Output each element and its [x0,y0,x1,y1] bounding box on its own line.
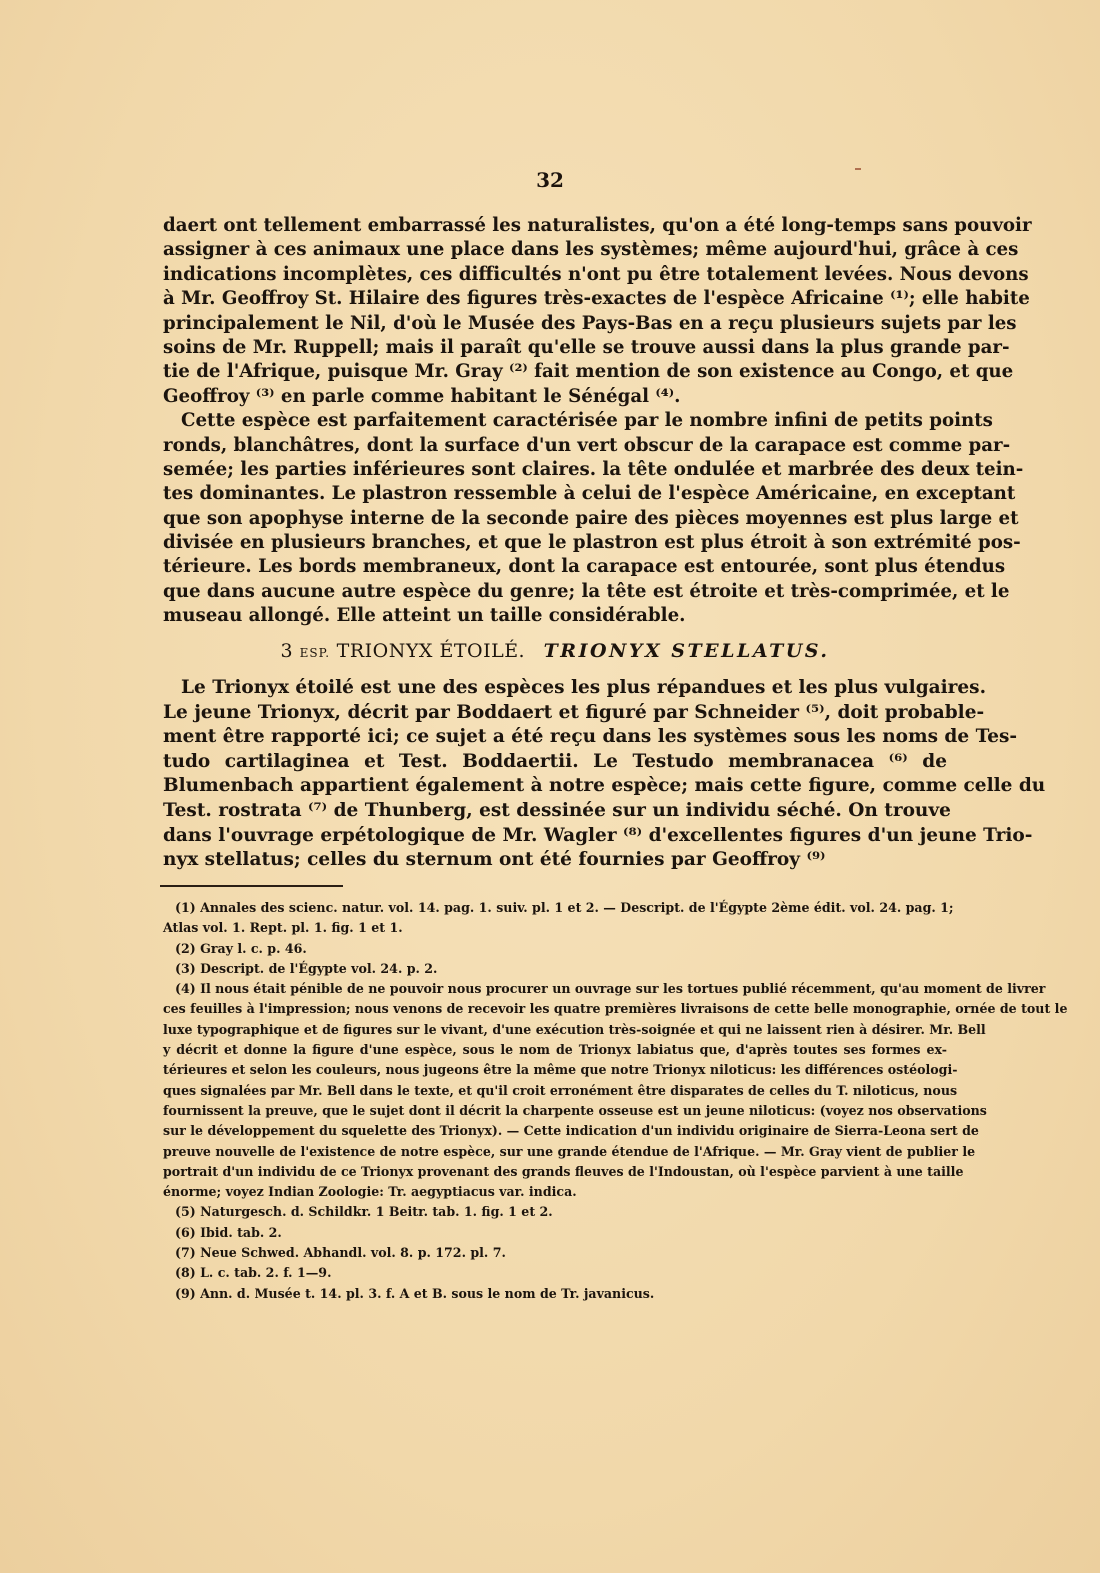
body-paragraphs [163,214,1032,629]
footnote [163,1223,947,1243]
footnote [163,979,1068,1202]
text-line: ment être rapporté ici; ce sujet a été reçu dans les systèmes sous les noms de Tes- [163,726,1018,748]
footnote [163,1243,947,1263]
footnote [163,959,947,979]
text-line: que dans aucune autre espèce du genre; la tête est étroite et très-comprimée, et le [163,580,1010,602]
footnote-line: térieures et selon les couleurs, nous jugeons être la même que notre Trionyx niloticus: les différences ostéologi- [163,1062,958,1078]
text-line: Le Trionyx étoilé est une des espèces les plus répandues et les plus vulgaires. [181,677,987,698]
footnote-line: ques signalées par Mr. Bell dans le texte, et qu'il croit erronément être disparates de celles du T. niloticus, nous [163,1082,958,1098]
text-line: tes dominantes. Le plastron ressemble à celui de l'espèce Américaine, en exceptant [163,483,1016,505]
footnote-line: fournissent la preuve, que le sujet dont il décrit la charpente osseuse est un jeune niloticus: (voyez nos observations [163,1102,987,1118]
text-line: Test. rostrata ⁽⁷⁾ de Thunberg, est dessinée sur un individu séché. On trouve [163,799,951,821]
paragraph-1 [163,214,1032,409]
text-line: principalement le Nil, d'où le Musée des Pays-Bas en a reçu plusieurs sujets par les [163,312,1017,334]
footnote [163,939,947,959]
text-line: assigner à ces animaux une place dans les systèmes; même aujourd'hui, grâce à ces [163,239,1019,261]
text-line: indications incomplètes, ces difficultés n'ont pu être totalement levées. Nous devons [163,263,1029,285]
footnote-line: y décrit et donne la figure d'une espèce, sous le nom de Trionyx labiatus que, d'après toutes ses formes ex- [163,1042,947,1058]
heading-name: TRIONYX ÉTOILÉ. [336,640,526,662]
paragraph-2 [163,409,1024,629]
footnote [163,1284,947,1304]
text-line: à Mr. Geoffroy St. Hilaire des figures très-exactes de l'espèce Africaine ⁽¹⁾; elle habite [163,288,1030,310]
footnote-line: ces feuilles à l'impression; nous venons de recevoir les quatre premières livraisons de cette belle monographie, ornée de tout le [163,1001,1068,1017]
footnotes [163,898,1068,1304]
text-line: térieure. Les bords membraneux, dont la carapace est entourée, sont plus étendus [163,556,1006,578]
footnote-line: (1) Annales des scienc. natur. vol. 14. pag. 1. suiv. pl. 1 et 2. — Descript. de l'Égypte 2ème édit. vol. 24. pag. 1; [175,900,954,915]
footnote-line: (4) Il nous était pénible de ne pouvoir nous procurer un ouvrage sur les tortues publié récemment, qu'au moment de livrer [175,981,1046,997]
heading-esp: ESP. [299,646,331,660]
footnote [163,1263,947,1283]
text-line: Blumenbach appartient également à notre espèce; mais cette figure, comme celle du [163,775,1046,797]
section-heading [163,638,947,666]
text-line: que son apophyse interne de la seconde paire des pièces moyennes est plus large et [163,507,1019,529]
body-paragraph-3 [163,676,1046,873]
footnote [163,898,954,939]
text-line: tudo cartilaginea et Test. Boddaertii. Le Testudo membranacea ⁽⁶⁾ de [163,750,947,772]
text-line: tie de l'Afrique, puisque Mr. Gray ⁽²⁾ fait mention de son existence au Congo, et que [163,361,1014,383]
text-line: ronds, blanchâtres, dont la surface d'un vert obscur de la carapace est comme par- [163,434,1011,456]
heading-number: 3 [280,640,294,662]
footnote-rule [160,885,343,887]
footnote-line: portrait d'un individu de ce Trionyx provenant des grands fleuves de l'Indoustan, où l'espèce parvient à une taille [163,1163,964,1179]
text-line: daert ont tellement embarrassé les naturalistes, qu'on a été long-temps sans pouvoir [163,215,1032,236]
text-line: Le jeune Trionyx, décrit par Boddaert et figuré par Schneider ⁽⁵⁾, doit probable- [163,701,985,723]
footnote-line: (2) Gray l. c. p. 46. [175,940,307,956]
page-number: 32 [536,168,564,192]
text-line: soins de Mr. Ruppell; mais il paraît qu'elle se trouve aussi dans la plus grande par- [163,336,1010,358]
footnote-line: Atlas vol. 1. Rept. pl. 1. fig. 1 et 1. [163,920,403,936]
footnote-line: luxe typographique et de figures sur le vivant, d'une exécution très-soignée et qui ne laissent rien à désirer. Mr. Bell [163,1021,986,1037]
footnote-line: (7) Neue Schwed. Abhandl. vol. 8. p. 172. pl. 7. [175,1245,506,1261]
footnote-line: preuve nouvelle de l'existence de notre espèce, sur une grande étendue de l'Afrique. — Mr. Gray vient de publier le [163,1143,976,1159]
footnote-line: sur le développement du squelette des Trionyx). — Cette indication d'un individu originaire de Sierra-Leona sert de [163,1123,979,1139]
heading-latin: TRIONYX STELLATUS. [543,640,830,662]
footnote-line: (3) Descript. de l'Égypte vol. 24. p. 2. [175,960,438,976]
footnote-line: (6) Ibid. tab. 2. [175,1224,282,1240]
text-line: semée; les parties inférieures sont claires. la tête ondulée et marbrée des deux tein- [163,458,1024,480]
text-line: Geoffroy ⁽³⁾ en parle comme habitant le Sénégal ⁽⁴⁾. [163,385,681,407]
footnote-line: énorme; voyez Indian Zoologie: Tr. aegyptiacus var. indica. [163,1184,577,1200]
text-line: nyx stellatus; celles du sternum ont été fournies par Geoffroy ⁽⁹⁾ [163,849,826,871]
text-line: museau allongé. Elle atteint un taille considérable. [163,605,686,627]
text-line: divisée en plusieurs branches, et que le plastron est plus étroit à son extrémité pos- [163,532,1021,554]
text-line: Cette espèce est parfaitement caractérisée par le nombre infini de petits points [181,410,993,432]
footnote-line: (8) L. c. tab. 2. f. 1—9. [175,1265,332,1281]
footnote-line: (5) Naturgesch. d. Schildkr. 1 Beitr. tab. 1. fig. 1 et 2. [175,1204,553,1220]
paragraph-3 [163,676,1046,873]
footnote-line: (9) Ann. d. Musée t. 14. pl. 3. f. A et B. sous le nom de Tr. javanicus. [175,1285,655,1301]
footnote [163,1202,947,1222]
text-line: dans l'ouvrage erpétologique de Mr. Wagler ⁽⁸⁾ d'excellentes figures d'un jeune Trio- [163,824,1033,846]
